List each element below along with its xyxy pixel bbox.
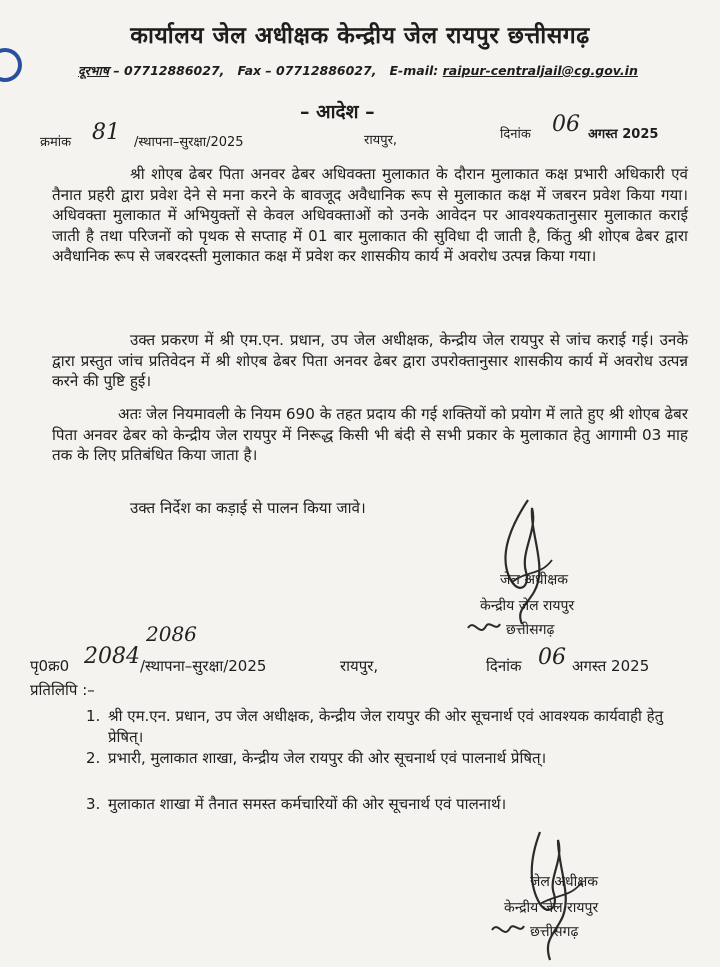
office-title: कार्यालय जेल अधीक्षक केन्द्रीय जेल रायपुर छत्तीसगढ़ (130, 23, 590, 49)
order-date-rest: अगस्त 2025 (588, 127, 659, 142)
copy-item-3 (86, 794, 690, 815)
order-heading: – आदेश – (300, 101, 375, 123)
signature1-office: केन्द्रीय जेल रायपुर (480, 598, 575, 614)
signature1-initial-mark (466, 616, 502, 640)
copy-item-number: 1. (86, 707, 101, 725)
order-paragraph-2 (52, 330, 688, 392)
order-paragraph-3 (52, 404, 688, 466)
order-ref-suffix: /स्थापना–सुरक्षा/2025 (134, 135, 244, 150)
order-date-label: दिनांक (500, 127, 531, 142)
copy-item-text: श्री एम.एन. प्रधान, उप जेल अधीक्षक, केन्द्रीय जेल रायपुर की ओर सूचनार्थ एवं आवश्यक कार्यवाही हेतु प्रेषित्। (108, 707, 664, 746)
copy-label: प्रतिलिपि :– (30, 681, 95, 699)
paragraph-1-text: श्री शोएब ढेबर पिता अनवर ढेबर अधिवक्ता मुलाकात के दौरान मुलाकात कक्ष प्रभारी अधिकारी एवं तैनात प्रहरी द्वारा प्रवेश देने से मना करने के बावजूद अवैधानिक रूप से मुलाकात कक्ष में जबरन प्रवेश किया गया। अधिवक्ता मुलाकात में अभियुक्तों से केवल अधिवक्ताओं को उनके आवेदन पर आवश्यकतानुसार मुलाकात कराई जाती है तथा परिजनों को पृथक से सप्ताह में 01 बार मुलाकात की सुविधा दी जाती है, किंतु श्री शोएब ढेबर द्वारा अवैधानिक रूप से जबरदस्ती मुलाकात कक्ष में प्रवेश कर शासकीय कार्य में अवरोध उत्पन्न किया गया। (52, 165, 688, 265)
signature2-designation: जेल अधीक्षक (530, 874, 599, 890)
signature1-designation: जेल अधीक्षक (500, 572, 569, 588)
order-date-day: 06 (552, 112, 580, 137)
phone-label: दूरभाष (78, 63, 110, 78)
order-paragraph-1 (52, 164, 688, 267)
fax-number: Fax – 07712886027, (237, 63, 377, 78)
endorsement-ref-number: 2084 (84, 644, 140, 669)
copy-item-number: 3. (86, 795, 101, 813)
paragraph-4-text: उक्त निर्देश का कड़ाई से पालन किया जावे। (130, 499, 366, 517)
order-place: रायपुर, (364, 133, 398, 148)
order-ref-number: 81 (92, 120, 120, 145)
copy-item-2 (86, 748, 690, 769)
endorsement-ref-suffix: /स्थापना–सुरक्षा/2025 (140, 657, 267, 675)
signature-scribble-2 (500, 824, 600, 967)
endorsement-date-label: दिनांक (486, 657, 522, 675)
endorsement-ref-correction: 2086 (146, 622, 197, 646)
endorsement-place: रायपुर, (340, 657, 379, 675)
endorsement-date-day: 06 (538, 645, 566, 670)
signature2-office: केन्द्रीय जेल रायपुर (504, 900, 599, 916)
punch-hole-mark (0, 48, 22, 82)
endorsement-date-rest: अगस्त 2025 (572, 657, 650, 675)
order-ref-prefix: क्रमांक (40, 135, 72, 150)
copy-item-1 (86, 706, 690, 747)
paragraph-2-text: उक्त प्रकरण में श्री एम.एन. प्रधान, उप जेल अधीक्षक, केन्द्रीय जेल रायपुर से जांच कराई गई। उनके द्वारा प्रस्तुत जांच प्रतिवेदन में श्री शोएब ढेबर पिता अनवर ढेबर द्वारा उपरोक्तानुसार शासकीय कार्य में अवरोध उत्पन्न करने की पुष्टि हुई। (52, 331, 688, 390)
signature2-initial-mark (490, 918, 526, 942)
email-label: E-mail: (389, 63, 439, 78)
phone-number: – 07712886027, (113, 63, 225, 78)
contact-line (78, 62, 638, 79)
endorsement-ref-prefix: पृ0क्र0 (30, 657, 70, 675)
copy-item-text: प्रभारी, मुलाकात शाखा, केन्द्रीय जेल रायपुर की ओर सूचनार्थ एवं पालनार्थ प्रेषित्। (108, 749, 547, 767)
signature1-state: छत्तीसगढ़ (506, 622, 555, 638)
copy-item-number: 2. (86, 749, 101, 767)
email-address: raipur-centraljail@cg.gov.in (442, 63, 638, 78)
paragraph-3-text: अतः जेल नियमावली के नियम 690 के तहत प्रदाय की गई शक्तियों को प्रयोग में लाते हुए श्री शोएब ढेबर पिता अनवर ढेबर को केन्द्रीय जेल रायपुर में निरूद्ध किसी भी बंदी से सभी प्रकार के मुलाकात हेतु आगामी 03 माह तक के लिए प्रतिबंधित किया जाता है। (52, 405, 688, 464)
copy-item-text: मुलाकात शाखा में तैनात समस्त कर्मचारियों की ओर सूचनार्थ एवं पालनार्थ। (108, 795, 507, 813)
order-paragraph-4 (52, 498, 688, 519)
signature2-state: छत्तीसगढ़ (530, 924, 579, 940)
